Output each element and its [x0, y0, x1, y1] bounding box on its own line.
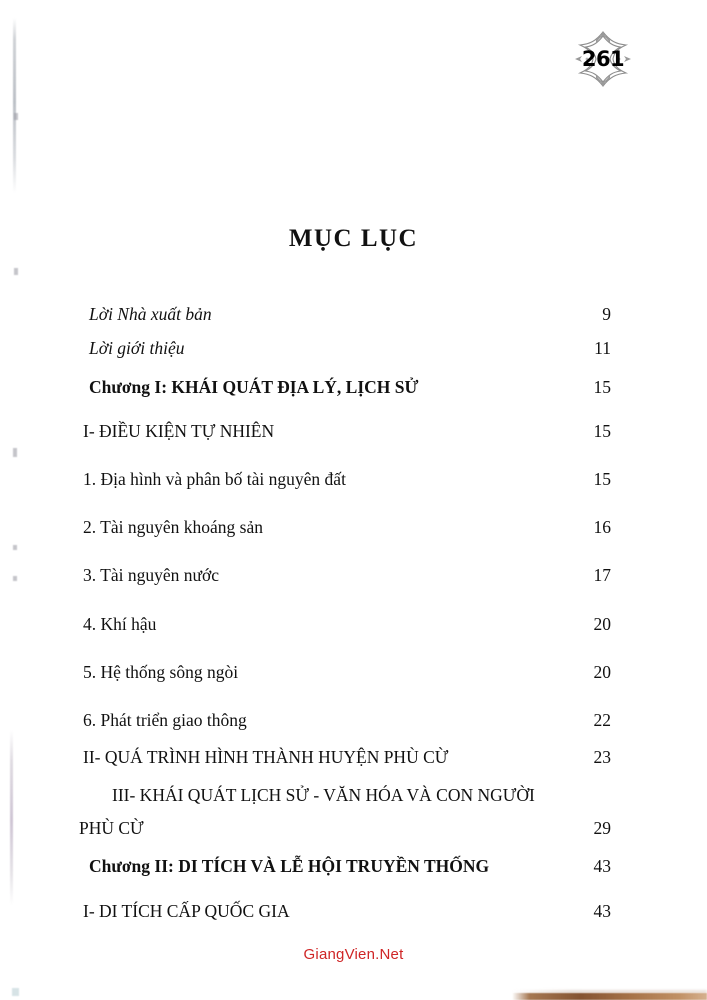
toc-entry-page-number: 29	[593, 818, 611, 838]
toc-entry-label: 3. Tài nguyên nước	[83, 565, 220, 585]
watermark-text: GiangVien.Net	[303, 946, 404, 963]
scan-artifact-mark	[13, 576, 17, 581]
toc-entry-label: Chương II: DI TÍCH VÀ LỄ HỘI TRUYỀN THỐNG	[89, 856, 490, 876]
toc-entry-page-number: 20	[593, 662, 611, 682]
toc-entry-label: I- ĐIỀU KIỆN TỰ NHIÊN	[83, 421, 275, 441]
toc-entry-page-number: 15	[593, 421, 611, 441]
scan-artifact-mark	[14, 268, 18, 275]
toc-entry-label: 5. Hệ thống sông ngòi	[83, 662, 239, 682]
toc-entry-page-number: 15	[593, 377, 611, 397]
page-title: MỤC LỤC	[288, 225, 419, 252]
toc-entry-page-number: 23	[593, 747, 611, 767]
toc-entry-label: 2. Tài nguyên khoáng sản	[83, 517, 263, 537]
toc-entry-label: Lời giới thiệu	[89, 338, 185, 358]
toc-entry-page-number: 43	[593, 856, 611, 876]
desk-edge-artifact	[512, 993, 707, 1000]
toc-entry-label: 4. Khí hậu	[83, 614, 157, 634]
toc-entry-label: Chương I: KHÁI QUÁT ĐỊA LÝ, LỊCH SỬ	[89, 377, 419, 397]
toc-entry-page-number: 9	[602, 304, 611, 324]
page-number: 261	[581, 47, 625, 71]
toc-entry-page-number: 11	[594, 338, 611, 358]
scan-artifact-left-lower	[10, 730, 13, 905]
page-number-ornament	[572, 27, 634, 91]
toc-entry-page-number: 16	[593, 517, 611, 537]
toc-entry-label: 6. Phát triển giao thông	[83, 710, 247, 730]
toc-entry-label: 1. Địa hình và phân bố tài nguyên đất	[83, 469, 346, 489]
toc-entry-label: II- QUÁ TRÌNH HÌNH THÀNH HUYỆN PHÙ CỪ	[83, 747, 449, 767]
scan-artifact-mark	[14, 113, 18, 120]
toc-entry-page-number: 22	[593, 710, 611, 730]
toc-entry-page-number: 15	[593, 469, 611, 489]
toc-entry-page-number: 17	[593, 565, 611, 585]
toc-entry-page-number: 20	[593, 614, 611, 634]
toc-entry-label: III- KHÁI QUÁT LỊCH SỬ - VĂN HÓA VÀ CON NGƯỜI	[112, 785, 535, 805]
toc-entry-page-number: 43	[593, 901, 611, 921]
scan-artifact-left-top	[13, 18, 16, 193]
toc-entry-label: PHÙ CỪ	[79, 818, 144, 838]
toc-entry-label: I- DI TÍCH CẤP QUỐC GIA	[83, 901, 290, 921]
watermark	[0, 946, 707, 964]
scan-artifact-mark	[12, 988, 19, 996]
toc-entry-label: Lời Nhà xuất bản	[89, 304, 212, 324]
scan-artifact-mark	[13, 545, 17, 550]
scan-artifact-mark	[13, 448, 17, 457]
